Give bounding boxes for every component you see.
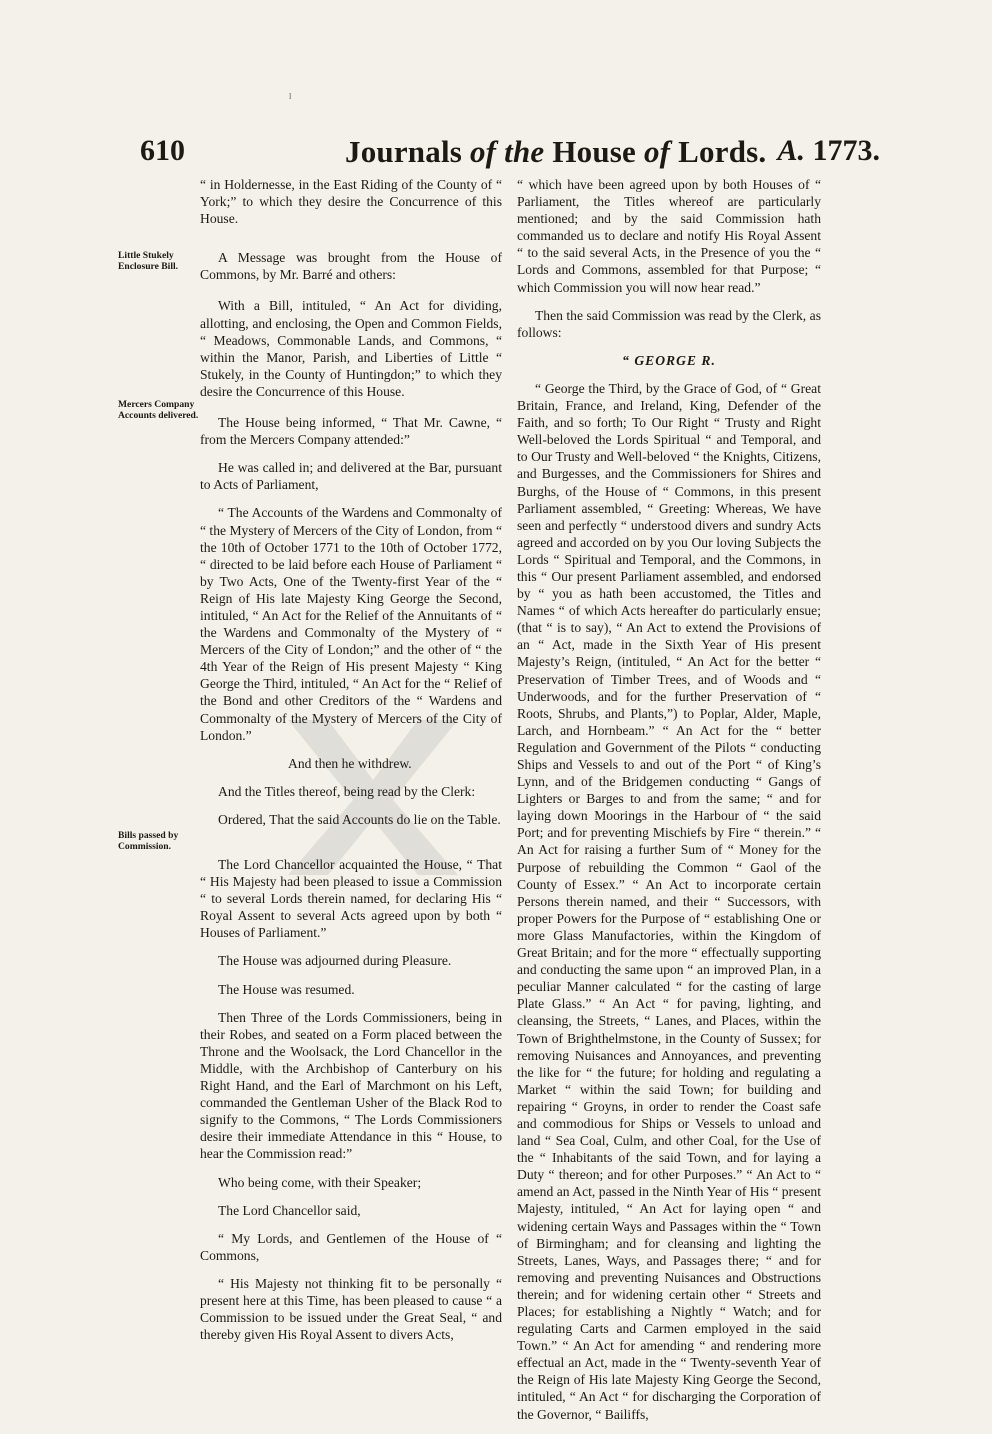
margin-note: Little Stukely Enclosure Bill.	[118, 250, 179, 272]
paragraph: He was called in; and delivered at the Bar, pursuant to Acts of Parliament,	[200, 460, 502, 493]
title-word: the	[504, 134, 545, 169]
right-column	[517, 176, 821, 1434]
paragraph: The Lord Chancellor acquainted the House, “ That “ His Majesty had been pleased to issue a Commission “ to several Lords therein named, for declaring His “ Royal Assent to several Acts agreed upon by both “ Houses of Parliament.”	[200, 857, 502, 941]
title-word: Journals	[345, 134, 463, 169]
paragraph: “ which have been agreed upon by both Houses of “ Parliament, the Titles whereof are particularly mentioned; and by the said Commission hath commanded us to declare and notify His Royal Assent “ to the said several Acts, in the Presence of you the “ Lords and Commons, assembled for that Purpose; “ which Commission you will now hear read.”	[517, 177, 821, 295]
year-label	[777, 134, 880, 168]
paragraph: With a Bill, intituled, “ An Act for dividing, allotting, and enclosing, the Open and Common Fields, “ Meadows, Commonable Lands, and Commons, “ within the Manor, Parish, and Liberties of Little “ Stukely, in the County of Huntingdon;” to which they desire the Concurrence of this House.	[200, 298, 502, 399]
margin-note: Bills passed by Commission.	[118, 830, 179, 852]
ink-mark-icon: ˡ	[289, 92, 292, 107]
margin-note: Mercers Company Accounts delivered.	[118, 399, 199, 421]
paragraph: The House was resumed.	[218, 981, 355, 997]
paragraph: “ George the Third, by the Grace of God, of “ Great Britain, France, and Ireland, King, Defender of the Faith, and so forth; To Our Right “ Trusty and Right Well-beloved the Lords Spiritual “ and Temporal, and to Our Trusty and Well-beloved “ the Knights, Citizens, and Burgesses, and the Commissioners for Shires and Burghs, of the House of “ Commons, in this present Parliament assembled, “ Greeting: Whereas, We have seen and perfectly “ understood divers and sundry Acts agreed and accorded on by you Our loving Subjects the Lords “ Spiritual and Temporal, and the Commons, in this “ Our present Parliament assembled, and endorsed by “ you as hath been accustomed, the Titles and Names “ of which Acts hereafter do particularly ensue; (that “ is to say), “ An Act to extend the Provisions of an “ Act, made in the Sixth Year of His present Majesty’s Reign, (intituled, “ An Act for the better “ Preservation of Timber Trees, and of Woods and “ Underwoods, and for the further Preservation of “ Roots, Shrubs, and Plants,”) to Poplar, Alder, Maple, Larch, and Hornbeam.” “ An Act for the “ better Regulation and Government of the Pilots “ conducting Ships and Vessels to and out of the Port “ of King’s Lynn, and of the Bridgemen conducting “ Gangs of Lighters or Barges to and from the same; “ and for laying down Moorings in the Harbour of “ the said Port; and for preventing Mischiefs by Fire “ therein.” “ An Act for raising a further Sum of “ Money for the Purpose of rebuilding the Common “ Gaol of the County of Essex.” “ An Act to incorporate certain Persons therein named, and their “ Successors, with proper Powers for the Purpose of “ establishing One or more Glass Manufactories, within the Kingdom of Great Britain; and for the more “ effectually supporting and conducting the same upon “ an improved Plan, in a peculiar Manner calculated “ for the casting of large Plate Glass.” “ An Act “ for paving, lighting, and cleansing, the Streets, “ Lanes, and Places, within the Town of Brighthelmstone, in the County of Sussex; for removing Nuisances and Annoyances, and preventing the like for “ the future; for holding and regulating a Market “ within the said Town; for building and repairing “ Groyns, in order to render the Coast safe and commodious for Ships or Vessels to unload and land “ Sea Coal, Culm, and other Coal, for the Use of the “ Inhabitants of the said Town, and for laying a Duty “ thereon; and for other Purposes.” “ An Act to “ amend an Act, passed in the Ninth Year of His “ present Majesty, intituled, “ An Act for laying open “ and widening certain Ways and Passages within the “ Town of Birmingham; and for cleansing and lighting the Streets, Lanes, Ways, and Passages there; “ and for removing and preventing Nuisances and Obstructions therein; and for widening certain other “ Streets and Places; for establishing a Nightly “ Watch; and for regulating Carts and Carmen employed in the said Town.” “ An Act for amending “ and rendering more effectual an Act, made in the “ Twenty-seventh Year of the Reign of His late Majesty King George the Second, intituled, “ An Act “ for discharging the Corporation of the Governor, “ Bailiffs,	[517, 380, 821, 1422]
paragraph: Ordered, That the said Accounts do lie on the Table.	[218, 811, 501, 827]
title-word: of	[643, 134, 671, 169]
left-column	[200, 176, 502, 1354]
paragraph: The House was adjourned during Pleasure.	[218, 953, 452, 969]
paragraph: “ His Majesty not thinking fit to be personally “ present here at this Time, has been pleased to cause “ a Commission to be issued under the Great Seal, “ and thereby given His Royal Assent to divers Acts,	[200, 1275, 502, 1343]
paragraph: “ The Accounts of the Wardens and Commonalty of “ the Mystery of Mercers of the City of London, from “ the 10th of October 1771 to the 10th of October 1772, “ directed to be laid before each House of Parliament “ by Two Acts, One of the Twenty-first Year of the “ Reign of His late Majesty King George the Second, intituled, “ An Act for the Relief of the Annuitants of “ the Wardens and Commonalty of the Mystery of “ Mercers of the City of London;” and the other of “ the 4th Year of the Reign of His present Majesty “ King George the Third, intituled, “ An Act for the “ Relief of the Bond and other Creditors of the “ Wardens and Commonalty of the Mystery of Mercers of the City of London.”	[200, 505, 503, 743]
commission-heading: “ GEORGE R.	[622, 352, 716, 368]
page-header	[140, 128, 880, 176]
title-word: House	[552, 134, 637, 169]
paragraph: The House being informed, “ That Mr. Cawne, “ from the Mercers Company attended:”	[200, 415, 502, 448]
title-word: of	[469, 134, 497, 169]
paragraph: “ in Holdernesse, in the East Riding of the County of “ York;” to which they desire the Concurrence of this House.	[200, 177, 502, 227]
year-prefix: A.	[777, 134, 805, 167]
paragraph: And then he withdrew.	[288, 755, 412, 771]
paragraph: A Message was brought from the House of Commons, by Mr. Barré and others:	[200, 250, 502, 283]
paragraph: And the Titles thereof, being read by the Clerk:	[218, 783, 476, 799]
paragraph: Then Three of the Lords Commissioners, being in their Robes, and seated on a Form placed between the Throne and the Woolsack, the Lord Chancellor in the Middle, with the Archbishop of Canterbury on his Right Hand, and the Earl of Marchmont on his Left, commanded the Gentleman Usher of the Black Rod to signify to the Commons, “ The Lords Commissioners desire their immediate Attendance in this “ House, to hear the Commission read:”	[200, 1009, 502, 1162]
paragraph: The Lord Chancellor said,	[218, 1202, 361, 1218]
year-value: 1773.	[812, 134, 880, 167]
running-title	[345, 134, 766, 170]
paragraph: Who being come, with their Speaker;	[218, 1174, 422, 1190]
paragraph: “ My Lords, and Gentlemen of the House of “ Commons,	[200, 1230, 502, 1263]
paragraph: Then the said Commission was read by the Clerk, as follows:	[517, 307, 821, 340]
page-number: 610	[140, 134, 185, 167]
title-word: Lords.	[678, 134, 767, 169]
